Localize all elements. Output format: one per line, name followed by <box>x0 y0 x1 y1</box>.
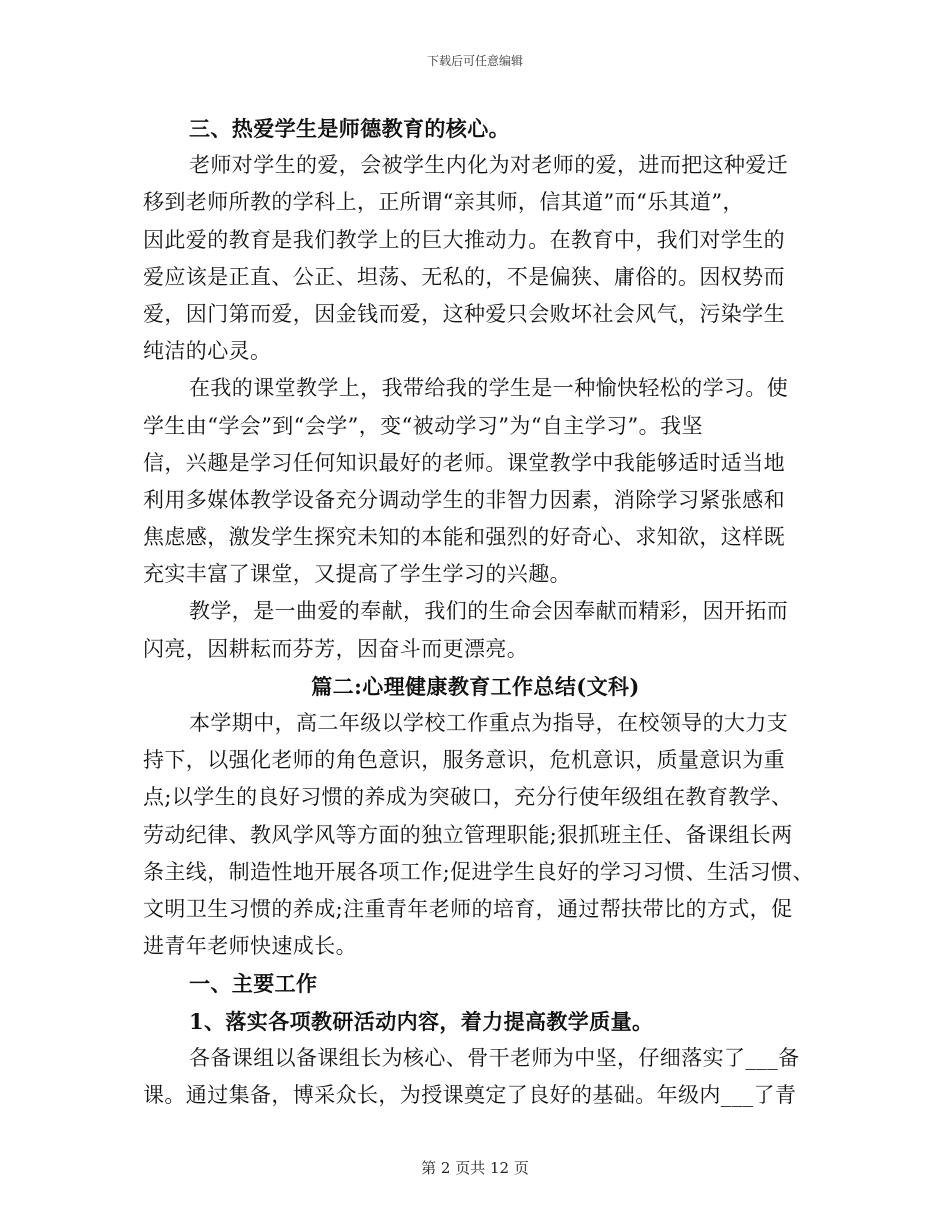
text-line: 三、热爱学生是师德教育的核心。 <box>189 116 510 141</box>
text-line: 点;以学生的良好习惯的养成为突破口，充分行使年级组在教育教学、 <box>143 785 793 810</box>
text-line: 条主线，制造性地开展各项工作;促进学生良好的学习习惯、生活习惯、 <box>143 859 814 884</box>
text-line: 利用多媒体教学设备充分调动学生的非智力因素，消除学习紧张感和 <box>143 487 785 512</box>
text-line: 爱应该是正直、公正、坦荡、无私的，不是偏狭、庸俗的。因权势而 <box>143 264 785 289</box>
text-line: 移到老师所教的学科上，正所谓“亲其师，信其道”而“乐其道”， <box>143 190 744 215</box>
text-line: 各备课组以备课组长为核心、骨干老师为中坚，仔细落实了___备 <box>189 1045 800 1070</box>
document-body <box>143 110 814 1114</box>
text-line: 持下，以强化老师的角色意识，服务意识，危机意识，质量意识为重 <box>143 748 785 773</box>
text-line: 进青年老师快速成长。 <box>143 934 357 959</box>
text-line: 学生由“学会”到“会学”，变“被动学习”为“自主学习”。我坚 <box>143 413 703 438</box>
text-line: 纯洁的心灵。 <box>143 339 272 364</box>
text-line: 一、主要工作 <box>189 971 318 997</box>
text-line: 劳动纪律、教风学风等方面的独立管理职能;狠抓班主任、备课组长两 <box>143 822 793 847</box>
text-line: 闪亮，因耕耘而芬芳，因奋斗而更漂亮。 <box>143 636 529 661</box>
text-line: 在我的课堂教学上，我带给我的学生是一种愉快轻松的学习。使 <box>189 376 789 401</box>
text-line: 文明卫生习惯的养成;注重青年老师的培育，通过帮扶带比的方式，促 <box>143 896 793 921</box>
text-line: 本学期中，高二年级以学校工作重点为指导，在校领导的大力支 <box>189 711 789 735</box>
text-line: 1、落实各项教研活动内容，着力提高教学质量。 <box>189 1008 654 1034</box>
page-header: 下载后可任意编辑 <box>426 54 523 68</box>
page-footer: 第 2 页共 12 页 <box>421 1159 529 1177</box>
text-line: 课。通过集备，博采众长，为授课奠定了良好的基础。年级内___了青 <box>143 1082 797 1107</box>
text-line: 充实丰富了课堂，又提高了学生学习的兴趣。 <box>143 562 571 587</box>
text-line: 信，兴趣是学习任何知识最好的老师。课堂教学中我能够适时适当地 <box>143 450 785 475</box>
text-line: 因此爱的教育是我们教学上的巨大推动力。在教育中，我们对学生的 <box>143 227 785 252</box>
text-line: 教学，是一曲爱的奉献，我们的生命会因奉献而精彩，因开拓而 <box>189 599 789 624</box>
text-line: 爱，因门第而爱，因金钱而爱，这种爱只会败坏社会风气，污染学生 <box>143 301 785 326</box>
text-line: 篇二:心理健康教育工作总结(文科) <box>311 673 640 699</box>
text-line: 老师对学生的爱，会被学生内化为对老师的爱，进而把这种爱迁 <box>189 153 789 178</box>
text-line: 焦虑感，激发学生探究未知的本能和强烈的好奇心、求知欲，这样既 <box>143 525 785 550</box>
